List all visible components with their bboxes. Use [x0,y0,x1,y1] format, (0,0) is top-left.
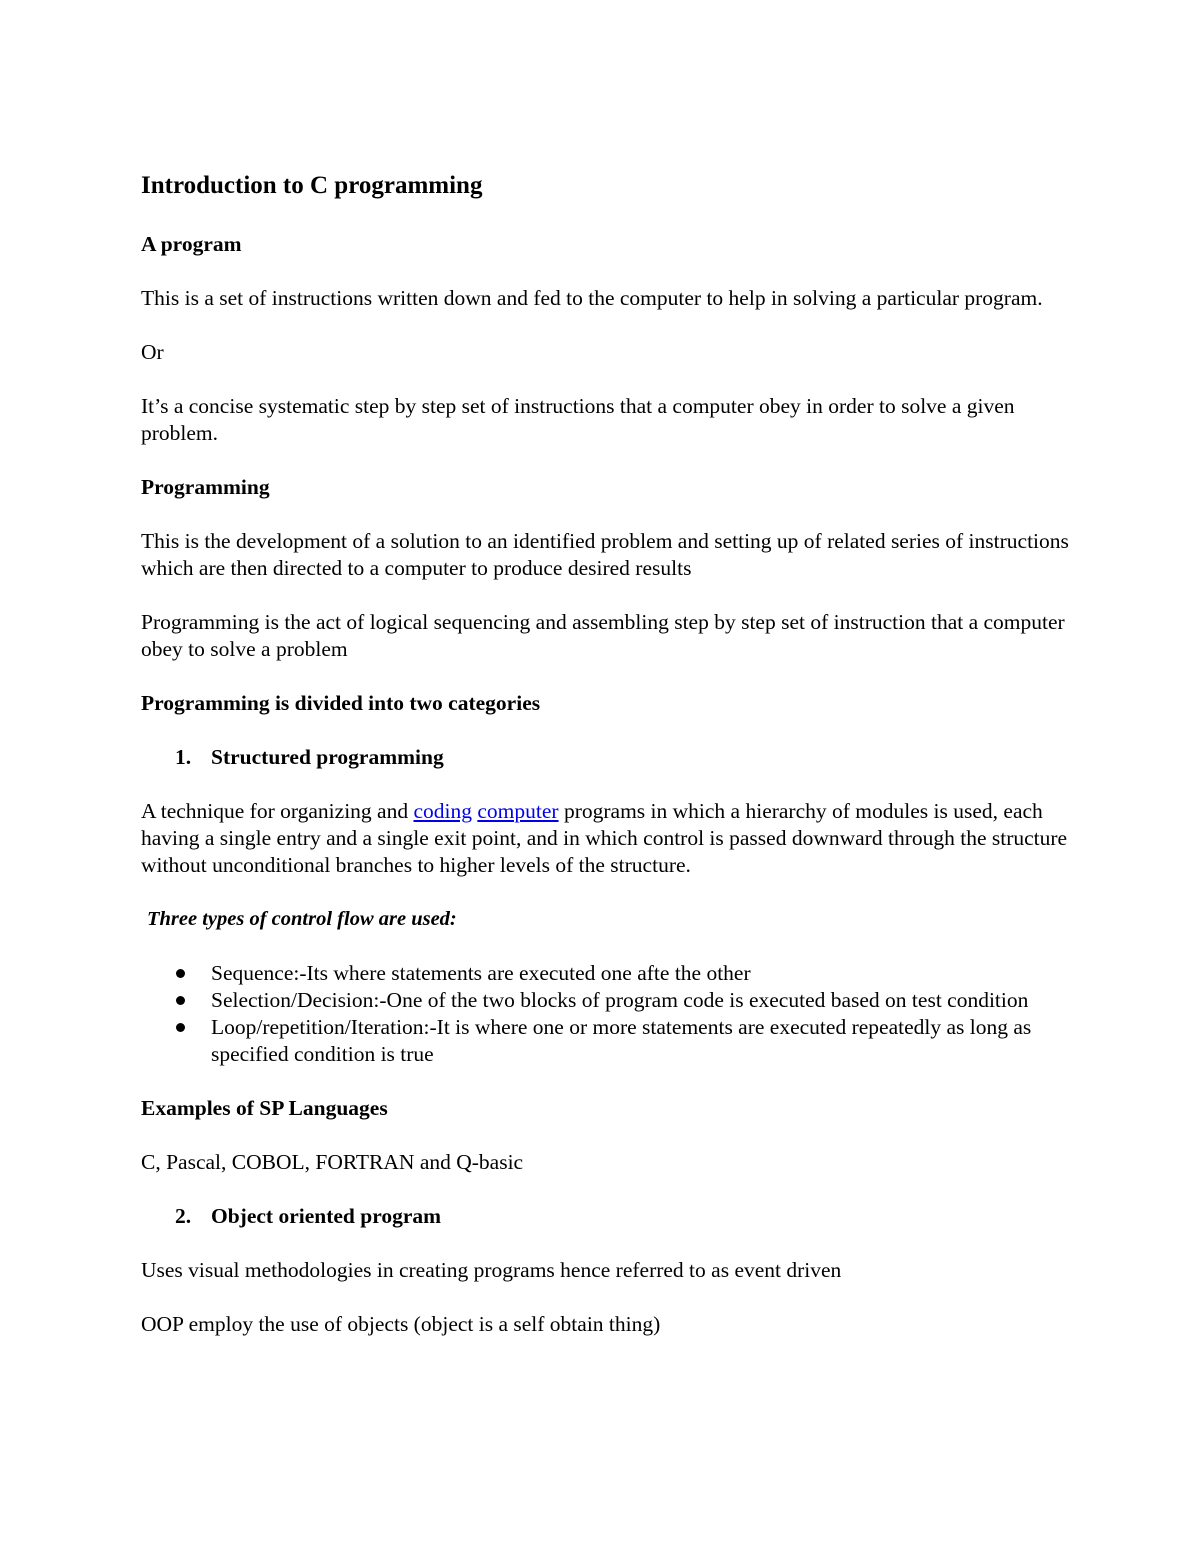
list-item [141,960,1071,987]
structured-programming-heading: Structured programming [211,745,444,769]
list-item [141,1014,1071,1068]
programming-definition-2: Programming is the act of logical sequencing and assembling step by step set of instruction that a computer obey to solve a problem [141,610,1065,661]
sp-examples-text: C, Pascal, COBOL, FORTRAN and Q-basic [141,1150,524,1174]
control-flow-sequence: Sequence:-Its where statements are executed one afte the other [211,961,751,985]
programming-definition-1: This is the development of a solution to an identified problem and setting up of related series of instructions which are then directed to a computer to produce desired results [141,529,1069,580]
bullet-icon [141,960,211,987]
oop-text-1: Uses visual methodologies in creating programs hence referred to as event driven [141,1258,842,1282]
heading-categories: Programming is divided into two categories [141,691,541,715]
control-flow-heading: Three types of control flow are used: [147,908,457,930]
control-flow-loop: Loop/repetition/Iteration:-It is where one or more statements are executed repeatedly as long as specified condition is true [211,1015,1032,1066]
document-page [141,168,1071,1365]
heading-a-program: A program [141,232,242,256]
numbered-item-oop [141,1203,1071,1230]
oop-text-2: OOP employ the use of objects (object is a self obtain thing) [141,1312,661,1336]
heading-programming: Programming [141,475,270,499]
numbered-item-structured [141,744,1071,771]
program-definition-2: It’s a concise systematic step by step set of instructions that a computer obey in order to solve a given problem. [141,394,1015,445]
link-computer[interactable]: computer [477,799,559,823]
list-item [141,987,1071,1014]
or-separator: Or [141,340,164,364]
document-title: Introduction to C programming [141,172,483,199]
item-number: 1. [175,745,192,769]
definition-text-end: programs in which a hierarchy of modules is used, each having a single entry and a single exit point, and in which control is passed downward through the structure without unconditional branches to higher levels of the structure. [141,799,1068,877]
control-flow-selection: Selection/Decision:-One of the two blocks of program code is executed based on test condition [211,988,1029,1012]
definition-text-start: A technique for organizing and [141,799,414,823]
heading-sp-examples: Examples of SP Languages [141,1096,388,1120]
oop-heading: Object oriented program [211,1204,442,1228]
control-flow-list [141,960,1071,1068]
link-coding[interactable]: coding [413,799,472,823]
bullet-icon [141,1014,211,1068]
item-number: 2. [175,1204,192,1228]
bullet-icon [141,987,211,1014]
structured-programming-definition [141,798,1071,879]
program-definition-1: This is a set of instructions written down and fed to the computer to help in solving a particular program. [141,286,1043,310]
